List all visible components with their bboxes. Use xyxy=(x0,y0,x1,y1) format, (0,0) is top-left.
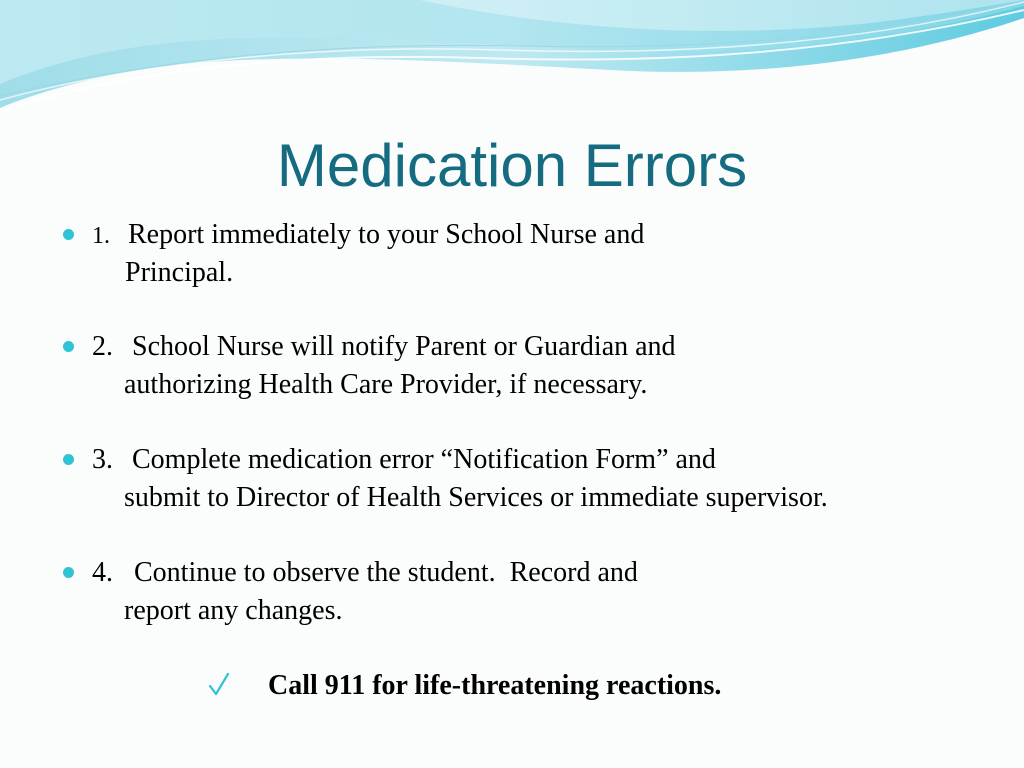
list-item-line xyxy=(92,217,644,254)
list-item-line xyxy=(92,329,676,365)
list-item-text: Continue to observe the student. Record and xyxy=(134,557,638,588)
bullet-dot-icon xyxy=(63,454,74,465)
bullet-dot-icon xyxy=(63,229,74,240)
list-item-number: 3. xyxy=(92,444,113,475)
list-item-line xyxy=(92,442,716,478)
list-item-continuation: submit to Director of Health Services or immediate supervisor. xyxy=(124,482,828,513)
list-item-line xyxy=(92,555,638,591)
emergency-callout xyxy=(0,666,1024,706)
list-item-text: Report immediately to your School Nurse and xyxy=(128,219,645,250)
list-item-continuation: authorizing Health Care Provider, if necessary. xyxy=(124,369,648,400)
emergency-callout-text: Call 911 for life-threatening reactions. xyxy=(268,670,722,701)
list-item-continuation: Principal. xyxy=(125,257,234,288)
list-item-continuation: report any changes. xyxy=(124,595,343,626)
list-item-number: 1. xyxy=(92,223,110,249)
slide-title: Medication Errors xyxy=(276,132,748,199)
bullet-dot-icon xyxy=(63,567,74,578)
list-item-number: 4. xyxy=(92,557,113,588)
list-item-number: 2. xyxy=(92,331,113,362)
list-item-text: School Nurse will notify Parent or Guardian and xyxy=(132,331,676,362)
bullet-dot-icon xyxy=(63,341,74,352)
list-item-text: Complete medication error “Notification Form” and xyxy=(132,444,716,475)
checkmark-icon xyxy=(207,666,231,702)
